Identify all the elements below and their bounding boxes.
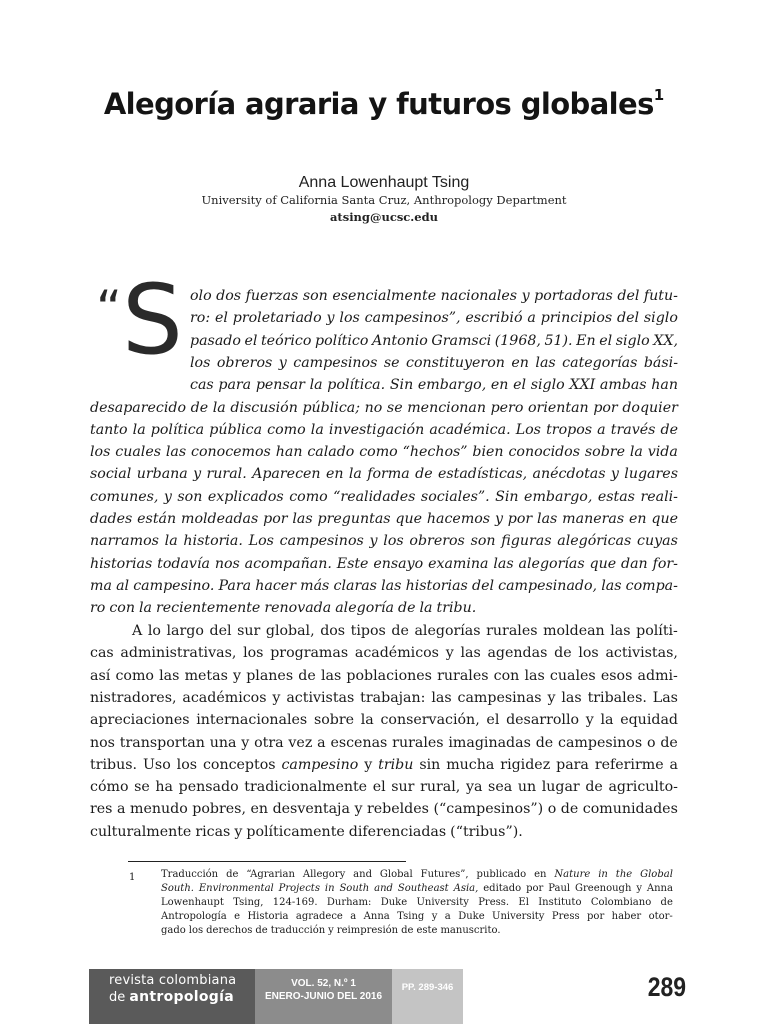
footnote-line: Lowenhaupt Tsing, 124-169. Durham: Duke University Press. El Instituto Colombiano de <box>161 897 673 909</box>
body-text-line: pasado el teórico político Antonio Gramsci (1968, 51). En el siglo XX, <box>190 332 678 349</box>
volume-block <box>255 969 392 1024</box>
footnote-line: gado los derechos de traducción y reimpresión de este manuscrito. <box>161 925 501 937</box>
journal-name-line2 <box>109 989 234 1005</box>
body-text-line: nos transportan una y otra vez a escenas rurales imaginadas de campesinos o de <box>90 734 678 751</box>
body-text-line: ro: el proletariado y los campesinos”, escribió a principios del siglo <box>190 310 678 327</box>
body-text-line: así como las metas y planes de las poblaciones rurales con las cuales esos admi- <box>90 667 678 684</box>
volume-number: VOL. 52, N.º 1 <box>291 978 356 989</box>
author-affiliation: University of California Santa Cruz, Anthropology Department <box>201 193 567 207</box>
journal-name-line1: revista colombiana <box>109 973 237 988</box>
drop-cap <box>96 264 188 380</box>
body-text-line: tribus. Uso los conceptos campesino y tribu sin mucha rigidez para referirme a <box>90 756 678 773</box>
page-number: 289 <box>647 972 686 1002</box>
journal-name-prefix: de <box>109 990 130 1005</box>
body-text-line: res a menudo pobres, en desventaja y rebeldes (“campesinos”) o de comunidades <box>90 801 678 818</box>
footnote-line: Traducción de “Agrarian Allegory and Global Futures”, publicado en Nature in the Global <box>161 869 673 880</box>
body-text-line: A lo largo del sur global, dos tipos de alegorías rurales moldean las políti- <box>132 623 678 639</box>
author-email[interactable]: atsing@ucsc.edu <box>329 210 439 224</box>
author-name: Anna Lowenhaupt Tsing <box>298 174 470 191</box>
body-text-line: apreciaciones internacionales sobre la conservación, el desarrollo y la equidad <box>90 712 678 729</box>
journal-name-block <box>89 969 255 1024</box>
body-text-line: cómo se ha pensado tradicionalmente el sur rural, ya sea un lugar de agriculto- <box>90 779 678 796</box>
footnote-rule <box>128 861 406 862</box>
drop-cap-quote: “ <box>96 280 122 338</box>
footnote-line: Antropología e Historia agradece a Anna Tsing y a Duke University Press por haber otor- <box>161 911 673 923</box>
body-text-line: historias todavía nos acompañan. Este ensayo examina las alegorías que dan for- <box>90 555 678 572</box>
body-text-line: ma al campesino. Para hacer más claras las historias del campesinado, las compa- <box>90 577 678 594</box>
body-text-line: social urbana y rural. Aparecen en la forma de estadísticas, anécdotas y lugares <box>90 466 678 483</box>
body-text-line: los obreros y campesinos se constituyeron en las categorías bási- <box>190 354 678 371</box>
body-text-line: ro con la recientemente renovada alegoría de la tribu. <box>90 600 477 617</box>
drop-cap-letter: S <box>122 264 183 376</box>
body-text-line: cas administrativas, los programas académicos y las agendas de los activistas, <box>90 645 678 662</box>
body-text-line: dades están moldeadas por las preguntas que hacemos y por las maneras en que <box>90 511 678 527</box>
page-range-block <box>392 969 463 1024</box>
title-footnote-marker[interactable]: 1 <box>653 86 665 104</box>
body-text-line: narramos la historia. Los campesinos y los obreros son figuras alegóricas cuyas <box>90 533 678 550</box>
journal-footer <box>89 969 463 1024</box>
volume-period: ENERO-JUNIO DEL 2016 <box>264 991 383 1002</box>
page-range: PP. 289-346 <box>401 982 454 993</box>
article-title-text: Alegoría agraria y futuros globales <box>103 87 654 121</box>
body-text-line: olo dos fuerzas son esencialmente nacionales y portadoras del futu- <box>190 288 678 304</box>
body-text-line: los cuales las conocemos han calado como “hechos” bien conocidos sobre la vida <box>90 444 678 461</box>
body-text-line: tanto la política pública como la investigación académica. Los tropos a través de <box>90 421 678 438</box>
article-title <box>0 86 768 121</box>
footnote-number: 1 <box>129 872 136 883</box>
body-text-line: comunes, y son explicados como “realidades sociales”. Sin embargo, estas reali- <box>90 488 678 505</box>
footnote-line: South. Environmental Projects in South and Southeast Asia, editado por Paul Greenough y Anna <box>161 883 673 895</box>
body-text-line: nistradores, académicos y activistas trabajan: las campesinas y las tribales. Las <box>90 689 678 706</box>
journal-name-bold: antropología <box>129 989 234 1005</box>
body-text-line: culturalmente ricas y políticamente diferenciadas (“tribus”). <box>90 823 523 840</box>
body-text-line: desaparecido de la discusión pública; no se mencionan pero orientan por doquier <box>90 399 678 416</box>
body-text-line: cas para pensar la política. Sin embargo, en el siglo XXI ambas han <box>190 377 678 394</box>
